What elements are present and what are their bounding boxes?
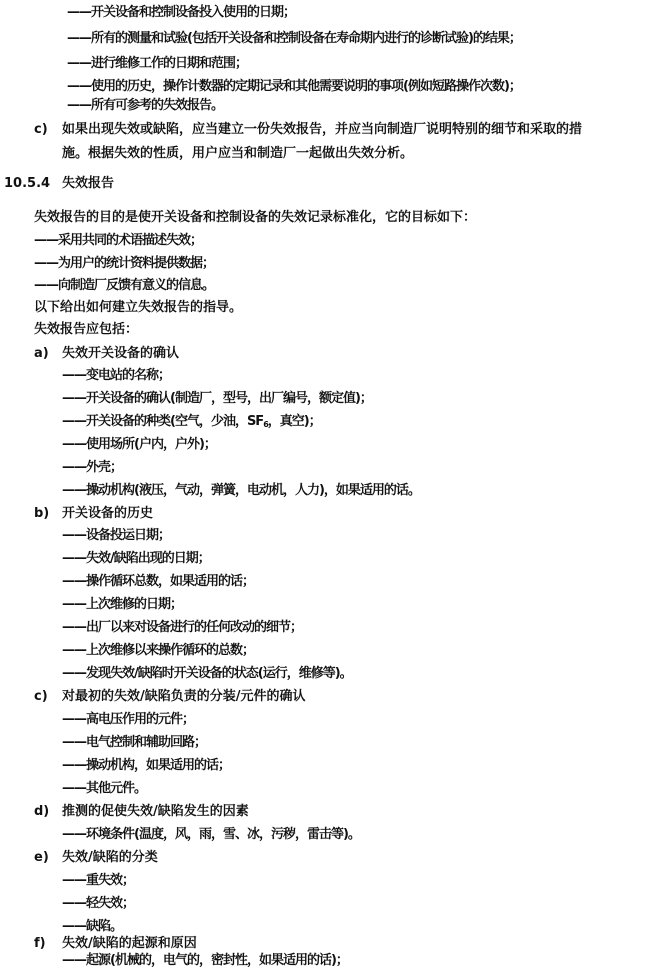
list-a-label: a)	[34, 346, 49, 361]
list-a-item: ——变电站的名称；	[62, 368, 171, 383]
list-a-item: ——操动机构(液压，气动，弹簧，电动机，人力)，如果适用的话。	[62, 483, 420, 498]
list-c-title: 对最初的失效/缺陷负责的分装/元件的确认	[62, 689, 306, 704]
list-c-label: c)	[34, 689, 48, 704]
list-c-item: ——电气控制和辅助回路；	[62, 735, 207, 750]
list-b-item: ——操作循环总数，如果适用的话；	[62, 574, 255, 589]
list-a-item-kind	[62, 414, 321, 433]
item-c-top-line-2: 施。根据失效的性质，用户应当和制造厂一起做出失效分析。	[62, 146, 414, 161]
top-dash-item-1: ——开关设备和控制设备投入使用的日期；	[67, 5, 296, 20]
list-e-item: ——重失效；	[62, 873, 135, 888]
list-a-item: ——外壳；	[62, 460, 123, 475]
goal-item-1: ——采用共同的术语描述失效；	[34, 233, 203, 248]
section-title: 失效报告	[62, 176, 115, 191]
list-e-title: 失效/缺陷的分类	[62, 850, 158, 865]
list-b-item: ——上次维修的日期；	[62, 597, 183, 612]
list-b-title: 开关设备的历史	[62, 506, 154, 521]
list-d-label: d)	[34, 804, 50, 819]
list-f-label: f)	[34, 936, 46, 951]
list-e-label: e)	[34, 850, 49, 865]
list-b-item: ——出厂以来对设备进行的任何改动的细节；	[62, 620, 303, 635]
top-dash-item-4: ——使用的历史，操作计数器的定期记录和其他需要说明的事项(例如短路操作次数)；	[67, 79, 521, 94]
list-b-label: b)	[34, 506, 50, 521]
guide-text: 以下给出如何建立失效报告的指导。	[34, 300, 243, 315]
intro-text: 失效报告的目的是使开关设备和控制设备的失效记录标准化，它的目标如下：	[34, 210, 477, 225]
list-a-title: 失效开关设备的确认	[62, 346, 180, 361]
list-c-item: ——其他元件。	[62, 781, 147, 796]
goal-item-2: ——为用户的统计资料提供数据；	[34, 256, 215, 271]
kind-text-after: ，真空)；	[267, 414, 321, 429]
list-c-item: ——高电压作用的元件；	[62, 712, 195, 727]
top-dash-item-2: ——所有的测量和试验(包括开关设备和控制设备在寿命期内进行的诊断试验)的结果；	[67, 31, 521, 46]
list-f-title: 失效/缺陷的起源和原因	[62, 936, 197, 951]
top-dash-item-3: ——进行维修工作的日期和范围；	[67, 56, 248, 71]
list-b-item: ——发现失效/缺陷时开关设备的状态(运行，维修等)。	[62, 666, 352, 681]
list-a-item: ——使用场所(户内，户外)；	[62, 437, 216, 452]
list-c-item: ——操动机构，如果适用的话；	[62, 758, 231, 773]
list-b-item: ——失效/缺陷出现的日期；	[62, 551, 210, 566]
list-b-item: ——上次维修以来操作循环的总数；	[62, 643, 255, 658]
list-e-item: ——轻失效；	[62, 896, 135, 911]
kind-subscript: 6	[263, 420, 268, 429]
list-f-item: ——起源(机械的，电气的，密封性，如果适用的话)；	[62, 953, 348, 968]
top-dash-item-5: ——所有可参考的失效报告。	[67, 98, 224, 113]
list-b-item: ——设备投运日期；	[62, 528, 171, 543]
item-c-top-line-1: 如果出现失效或缺陷，应当建立一份失效报告，并应当向制造厂说明特别的细节和采取的措	[62, 122, 583, 137]
contain-text: 失效报告应包括：	[34, 322, 139, 337]
list-e-item: ——缺陷。	[62, 919, 123, 934]
list-a-item: ——开关设备的确认(制造厂，型号，出厂编号，额定值)；	[62, 391, 372, 406]
list-d-title: 推测的促使失效/缺陷发生的因素	[62, 804, 249, 819]
kind-text-before: ——开关设备的种类(空气，少油，SF	[62, 414, 264, 429]
list-d-item: ——环境条件(温度，风，雨，雪、冰，污秽，雷击等)。	[62, 827, 360, 842]
item-c-top-label: c)	[34, 122, 48, 137]
goal-item-3: ——向制造厂反馈有意义的信息。	[34, 278, 215, 293]
section-number: 10.5.4	[4, 176, 51, 191]
